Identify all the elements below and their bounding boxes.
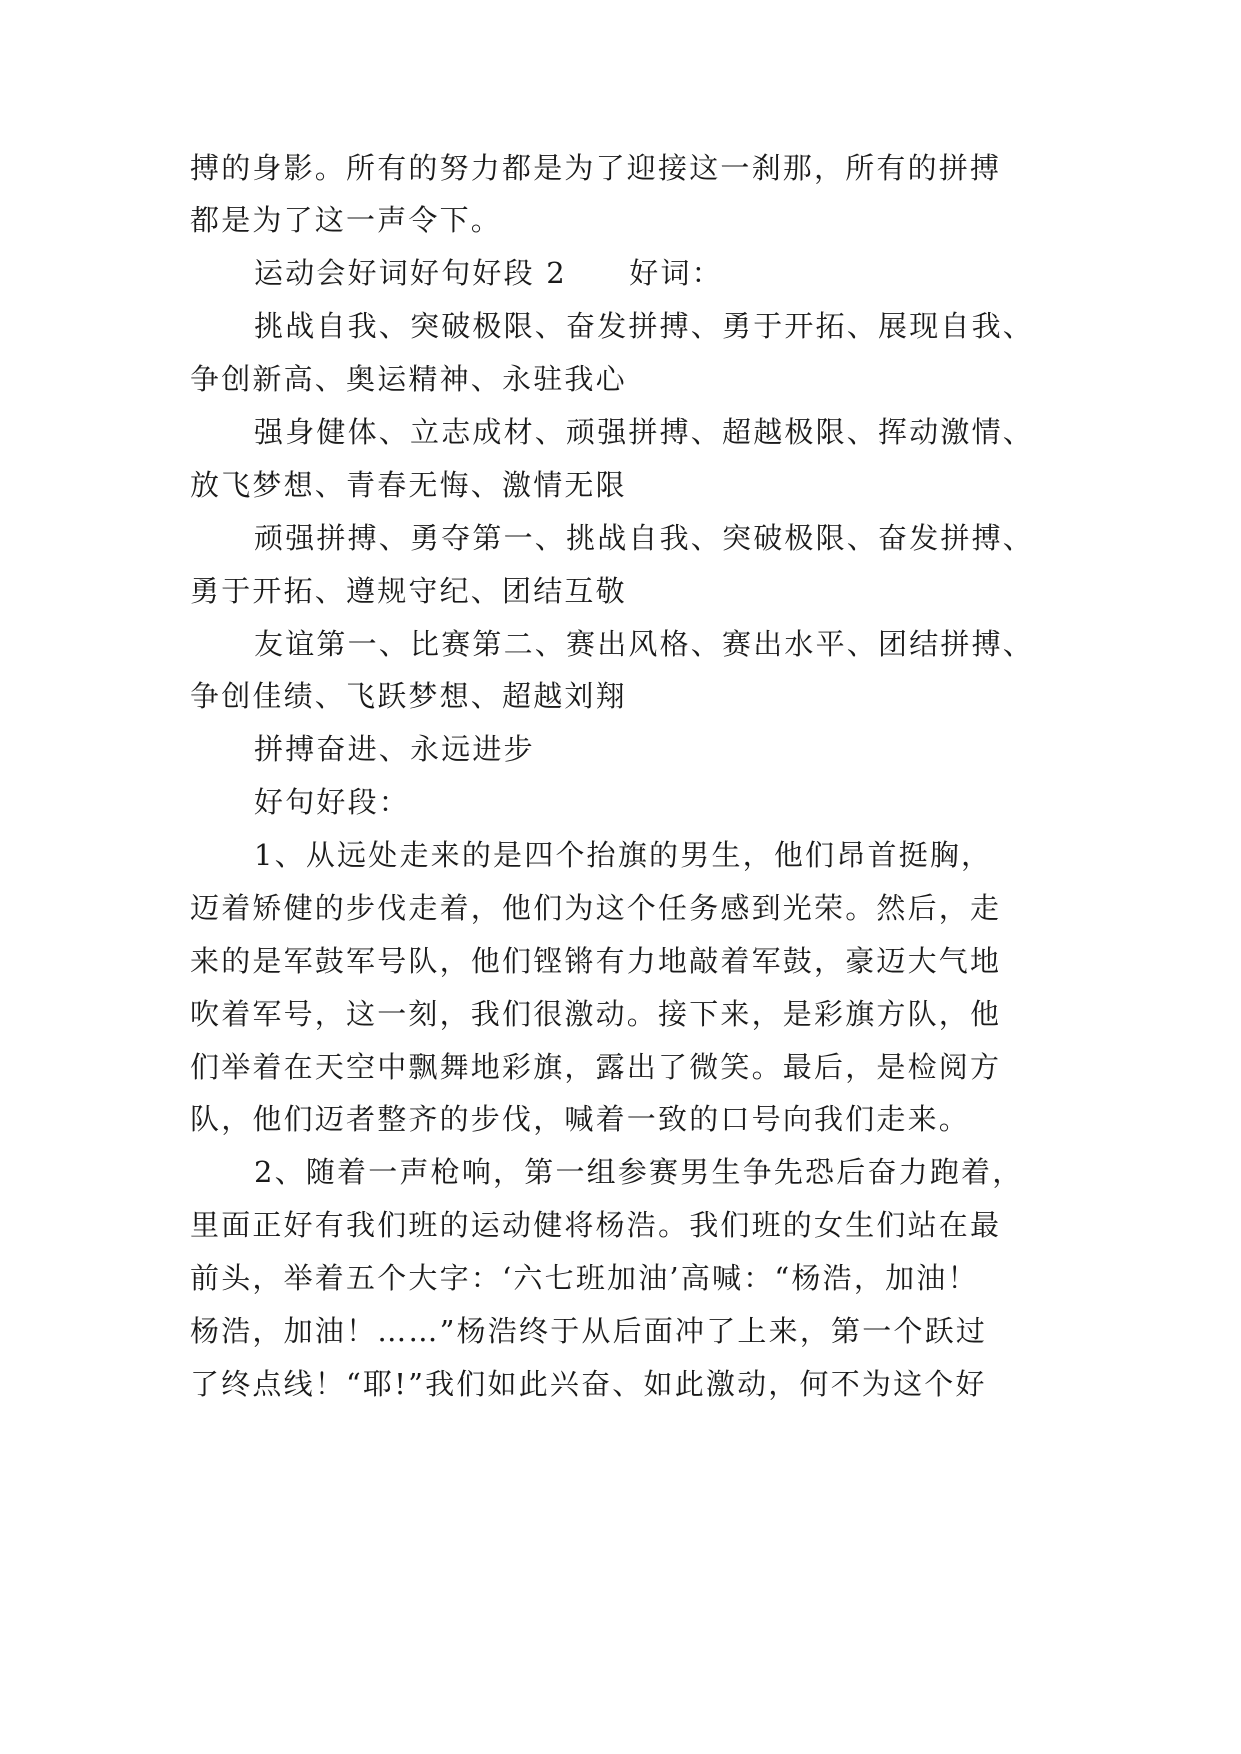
text-line: 放飞梦想、青春无悔、激情无限 [190,468,627,502]
text-line: 争创新高、奥运精神、永驻我心 [190,362,627,396]
text-line: 了终点线！“耶!”我们如此兴奋、如此激动，何不为这个好 [190,1367,987,1401]
text-line: 迈着矫健的步伐走着，他们为这个任务感到光荣。然后，走 [190,891,1002,925]
text-line: 1、从远处走来的是四个抬旗的男生，他们昂首挺胸， [254,838,993,872]
text-line: 杨浩，加油！……”杨浩终于从后面冲了上来，第一个跃过 [190,1314,988,1348]
section-heading: 好句好段： [254,785,411,819]
text-line: 搏的身影。所有的努力都是为了迎接这一刹那，所有的拼搏 [190,151,1002,185]
text-line: 吹着军号，这一刻，我们很激动。接下来，是彩旗方队，他 [190,997,1002,1031]
text-line: 挑战自我、突破极限、奋发拼搏、勇于开拓、展现自我、 [254,309,1035,343]
text-line: 前头，举着五个大字：‘六七班加油’高喊：“杨浩，加油！ [190,1261,979,1295]
text-line: 里面正好有我们班的运动健将杨浩。我们班的女生们站在最 [190,1208,1002,1242]
text-line: 2、随着一声枪响，第一组参赛男生争先恐后奋力跑着， [254,1155,1024,1189]
text-line: 来的是军鼓军号队，他们铿锵有力地敲着军鼓，豪迈大气地 [190,944,1002,978]
text-line: 勇于开拓、遵规守纪、团结互敬 [190,574,627,608]
text-line: 拼搏奋进、永远进步 [254,732,535,766]
text-line: 强身健体、立志成材、顽强拼搏、超越极限、挥动激情、 [254,415,1035,449]
text-line: 顽强拼搏、勇夺第一、挑战自我、突破极限、奋发拼搏、 [254,521,1035,555]
text-line: 友谊第一、比赛第二、赛出风格、赛出水平、团结拼搏、 [254,627,1035,661]
text-line: 队，他们迈者整齐的步伐，喊着一致的口号向我们走来。 [190,1102,971,1136]
text-line: 们举着在天空中飘舞地彩旗，露出了微笑。最后，是检阅方 [190,1050,1002,1084]
text-line: 争创佳绩、飞跃梦想、超越刘翔 [190,679,627,713]
section-heading: 运动会好词好句好段 2 好词： [254,256,723,290]
text-line: 都是为了这一声令下。 [190,203,503,237]
